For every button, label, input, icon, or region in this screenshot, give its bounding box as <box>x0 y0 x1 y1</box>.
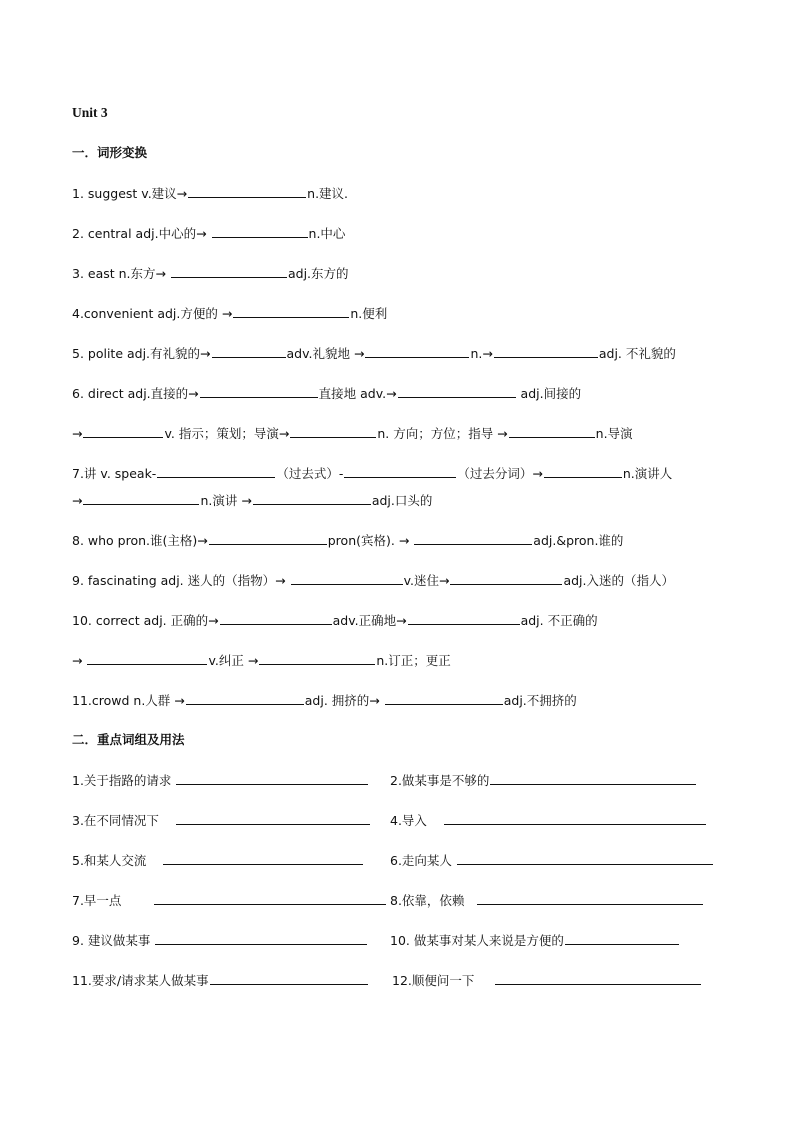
phrase-row-1 <box>72 771 732 789</box>
answer-blank[interactable] <box>477 891 703 905</box>
item-text: 2. central adj.中心的→ <box>72 226 211 241</box>
answer-blank[interactable] <box>291 571 403 585</box>
answer-blank[interactable] <box>83 491 199 505</box>
phrase-row-4 <box>72 891 732 909</box>
answer-blank[interactable] <box>490 771 696 785</box>
section2-heading: 二．重点词组及用法 <box>72 732 185 747</box>
answer-blank[interactable] <box>494 344 598 358</box>
phrase-left <box>72 771 369 789</box>
item-text: 6. direct adj.直接的→ <box>72 386 199 401</box>
word-form-item-4 <box>72 304 732 323</box>
phrase-right <box>390 891 704 909</box>
answer-blank[interactable] <box>163 851 363 865</box>
phrase-right <box>390 811 707 829</box>
item-text: n.演讲人 <box>622 466 673 481</box>
phrase-row-3 <box>72 851 732 869</box>
phrase-left <box>72 931 368 949</box>
word-form-item-7-cont <box>72 491 732 510</box>
item-text: adv.礼貌地 → <box>286 346 365 361</box>
word-form-item-8 <box>72 531 732 550</box>
answer-blank[interactable] <box>344 464 456 478</box>
answer-blank[interactable] <box>188 184 306 198</box>
answer-blank[interactable] <box>365 344 469 358</box>
phrase-label: 8.依靠，依赖 <box>390 893 465 908</box>
answer-blank[interactable] <box>495 971 701 985</box>
answer-blank[interactable] <box>385 691 503 705</box>
item-text: v. 指示；策划；导演→ <box>164 426 290 441</box>
phrase-right <box>392 971 702 989</box>
item-text: pron(宾格). → <box>327 533 414 548</box>
phrase-left <box>72 851 364 869</box>
item-text: 1. suggest v.建议→ <box>72 186 188 201</box>
word-form-item-10-cont <box>72 651 732 670</box>
answer-blank[interactable] <box>154 891 386 905</box>
answer-blank[interactable] <box>212 224 308 238</box>
phrase-row-6 <box>72 971 732 989</box>
item-text: adj.口头的 <box>371 493 433 508</box>
answer-blank[interactable] <box>509 424 595 438</box>
answer-blank[interactable] <box>200 384 318 398</box>
answer-blank[interactable] <box>157 464 275 478</box>
item-text: （过去分词）→ <box>457 466 543 481</box>
item-text: adv.正确地→ <box>332 613 407 628</box>
answer-blank[interactable] <box>398 384 516 398</box>
section1-heading: 一．词形变换 <box>72 145 148 160</box>
answer-blank[interactable] <box>155 931 367 945</box>
phrase-right <box>390 851 714 869</box>
answer-blank[interactable] <box>457 851 713 865</box>
word-form-item-2 <box>72 224 732 243</box>
item-text: adj. 不礼貌的 <box>598 346 676 361</box>
item-text: → <box>72 426 83 441</box>
item-text: 11.crowd n.人群 → <box>72 693 185 708</box>
item-text: 5. polite adj.有礼貌的→ <box>72 346 211 361</box>
answer-blank[interactable] <box>212 344 286 358</box>
phrase-left <box>72 891 387 909</box>
item-text: v.纠正 → <box>208 653 259 668</box>
item-text: adj. 拥挤的→ <box>304 693 384 708</box>
phrase-right <box>390 771 697 789</box>
item-text: adj.不拥挤的 <box>503 693 577 708</box>
word-form-item-6 <box>72 384 732 403</box>
word-form-item-10 <box>72 611 732 630</box>
item-text: adj.&pron.谁的 <box>533 533 624 548</box>
phrase-label: 6.走向某人 <box>390 853 452 868</box>
phrase-label: 3.在不同情况下 <box>72 813 159 828</box>
word-form-item-1 <box>72 184 732 203</box>
item-text: → <box>72 493 83 508</box>
phrase-right <box>390 931 680 949</box>
item-text: → <box>72 653 87 668</box>
unit-title: Unit 3 <box>72 105 108 120</box>
answer-blank[interactable] <box>290 424 376 438</box>
phrase-left <box>72 811 371 829</box>
word-form-item-7 <box>72 464 732 483</box>
answer-blank[interactable] <box>210 971 368 985</box>
phrase-label: 9. 建议做某事 <box>72 933 151 948</box>
item-text: adj.间接的 <box>516 386 582 401</box>
item-text: adj. 不正确的 <box>520 613 598 628</box>
item-text: 10. correct adj. 正确的→ <box>72 613 219 628</box>
answer-blank[interactable] <box>233 304 349 318</box>
answer-blank[interactable] <box>186 691 304 705</box>
item-text: （过去式）- <box>276 466 344 481</box>
answer-blank[interactable] <box>259 651 375 665</box>
phrase-label: 10. 做某事对某人来说是方便的 <box>390 933 564 948</box>
answer-blank[interactable] <box>253 491 371 505</box>
phrase-label: 12.顺便问一下 <box>392 973 475 988</box>
answer-blank[interactable] <box>209 531 327 545</box>
answer-blank[interactable] <box>408 611 520 625</box>
word-form-item-5 <box>72 344 732 363</box>
item-text: 3. east n.东方→ <box>72 266 170 281</box>
phrase-label: 1.关于指路的请求 <box>72 773 172 788</box>
phrase-label: 2.做某事是不够的 <box>390 773 490 788</box>
answer-blank[interactable] <box>87 651 207 665</box>
item-text: n.订正；更正 <box>376 653 451 668</box>
phrase-row-2 <box>72 811 732 829</box>
item-text: 7.讲 v. speak- <box>72 466 157 481</box>
item-text: n.便利 <box>350 306 388 321</box>
item-text: n.→ <box>470 346 493 361</box>
item-text: adj.入迷的（指人） <box>563 573 674 588</box>
answer-blank[interactable] <box>220 611 332 625</box>
answer-blank[interactable] <box>176 811 370 825</box>
word-form-item-3 <box>72 264 732 283</box>
word-form-item-11 <box>72 691 732 710</box>
item-text: 4.convenient adj.方便的 → <box>72 306 233 321</box>
item-text: 直接地 adv.→ <box>318 386 397 401</box>
item-text: n.中心 <box>308 226 346 241</box>
item-text: n. 方向；方位；指导 → <box>377 426 508 441</box>
answer-blank[interactable] <box>176 771 368 785</box>
answer-blank[interactable] <box>171 264 287 278</box>
item-text: adj.东方的 <box>287 266 349 281</box>
answer-blank[interactable] <box>83 424 163 438</box>
phrase-label: 7.早一点 <box>72 893 122 908</box>
phrase-label: 5.和某人交流 <box>72 853 147 868</box>
answer-blank[interactable] <box>565 931 679 945</box>
item-text: 9. fascinating adj. 迷人的（指物）→ <box>72 573 290 588</box>
answer-blank[interactable] <box>544 464 622 478</box>
phrase-label: 11.要求/请求某人做某事 <box>72 973 209 988</box>
item-text: v.迷住→ <box>403 573 450 588</box>
phrase-left <box>72 971 369 989</box>
phrase-label: 4.导入 <box>390 813 427 828</box>
word-form-item-6-cont <box>72 424 732 443</box>
phrase-row-5 <box>72 931 732 949</box>
item-text: n.导演 <box>595 426 633 441</box>
answer-blank[interactable] <box>450 571 562 585</box>
item-text: n.演讲 → <box>200 493 252 508</box>
item-text: 8. who pron.谁(主格)→ <box>72 533 208 548</box>
word-form-item-9 <box>72 571 732 590</box>
answer-blank[interactable] <box>414 531 532 545</box>
answer-blank[interactable] <box>444 811 706 825</box>
item-text: n.建议. <box>307 186 349 201</box>
